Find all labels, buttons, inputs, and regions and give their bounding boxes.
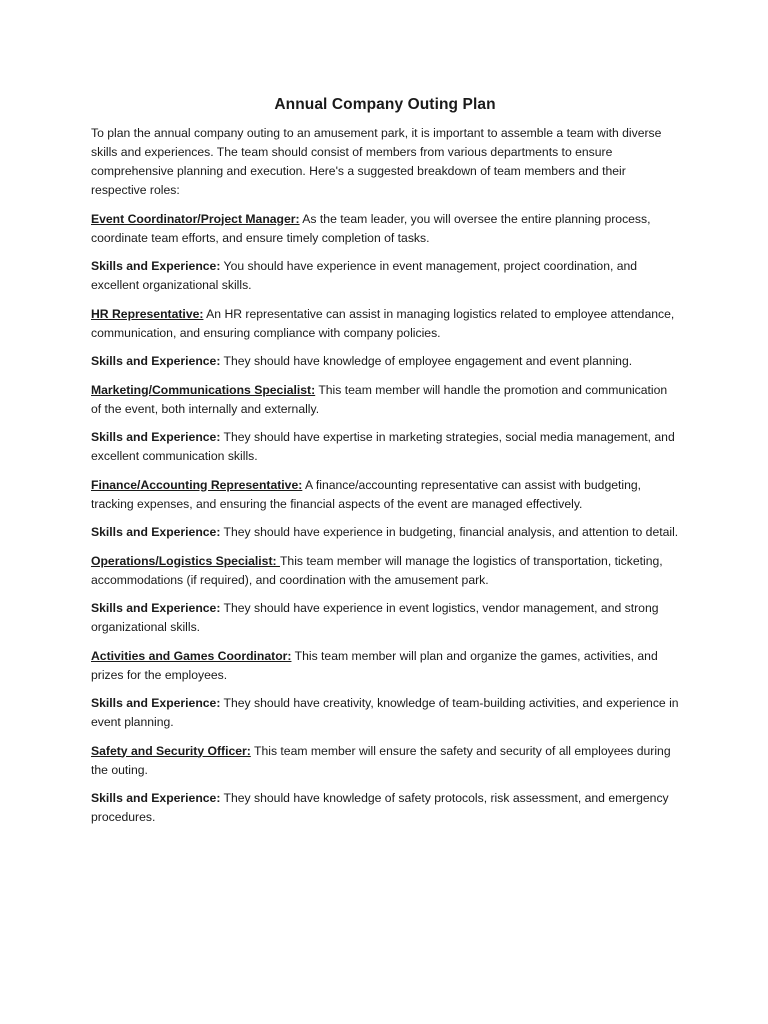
role-description: As the team leader, you will oversee the entire planning process, coordinate team efforts, and ensure timely completion of tasks. [91, 211, 651, 245]
role-description: An HR representative can assist in managing logistics related to employee attendance, communication, and ensuring compliance with company policies. [91, 306, 675, 340]
skills-text: They should have experience in budgeting, financial analysis, and attention to detail. [220, 525, 679, 539]
skills-paragraph [91, 599, 679, 637]
skills-paragraph [91, 257, 679, 295]
role-name: Activities and Games Coordinator: [91, 648, 292, 663]
role-name: Event Coordinator/Project Manager: [91, 211, 300, 226]
role-paragraph [91, 476, 679, 514]
skills-label: Skills and Experience: [91, 791, 221, 805]
role-description: This team member will ensure the safety and security of all employees during the outing. [91, 743, 671, 777]
skills-text: They should have experience in event logistics, vendor management, and strong organizational skills. [91, 601, 659, 634]
role-description: This team member will plan and organize the games, activities, and prizes for the employees. [91, 648, 658, 682]
skills-text: They should have knowledge of safety protocols, risk assessment, and emergency procedures. [91, 791, 669, 824]
skills-paragraph [91, 694, 679, 732]
role-paragraph [91, 210, 679, 248]
skills-text: They should have knowledge of employee engagement and event planning. [220, 354, 633, 368]
skills-paragraph [91, 428, 679, 466]
role-paragraph [91, 742, 679, 780]
skills-text: They should have expertise in marketing strategies, social media management, and excellent communication skills. [91, 430, 675, 463]
intro-paragraph: To plan the annual company outing to an amusement park, it is important to assemble a team with diverse skills and experiences. The team should consist of members from various departments to ensure comprehensive planning and execution. Here's a suggested breakdown of team members and their respective roles: [91, 126, 662, 197]
role-paragraph [91, 552, 679, 590]
skills-label: Skills and Experience: [91, 696, 221, 710]
role-name: HR Representative: [91, 306, 204, 321]
role-paragraph [91, 647, 679, 685]
document-body [91, 95, 679, 837]
skills-label: Skills and Experience: [91, 430, 221, 444]
skills-text: You should have experience in event management, project coordination, and excellent organizational skills. [91, 259, 638, 292]
skills-paragraph [91, 789, 679, 827]
role-name: Operations/Logistics Specialist: [91, 553, 280, 568]
skills-label: Skills and Experience: [91, 259, 221, 273]
role-name: Finance/Accounting Representative: [91, 477, 303, 492]
skills-paragraph [91, 523, 679, 542]
document-title: Annual Company Outing Plan [274, 96, 496, 113]
role-name: Marketing/Communications Specialist: [91, 382, 316, 397]
role-paragraph [91, 305, 679, 343]
skills-paragraph [91, 352, 679, 371]
role-description: This team member will handle the promotion and communication of the event, both internally and externally. [91, 382, 668, 416]
role-description: A finance/accounting representative can assist with budgeting, tracking expenses, and ensuring the financial aspects of the event are managed effectively. [91, 477, 642, 511]
skills-label: Skills and Experience: [91, 525, 221, 539]
skills-label: Skills and Experience: [91, 354, 221, 368]
role-description: This team member will manage the logistics of transportation, ticketing, accommodations (if required), and coordination with the amusement park. [91, 553, 663, 587]
role-name: Safety and Security Officer: [91, 743, 251, 758]
role-paragraph [91, 381, 679, 419]
skills-text: They should have creativity, knowledge of team-building activities, and experience in event planning. [91, 696, 679, 729]
skills-label: Skills and Experience: [91, 601, 221, 615]
